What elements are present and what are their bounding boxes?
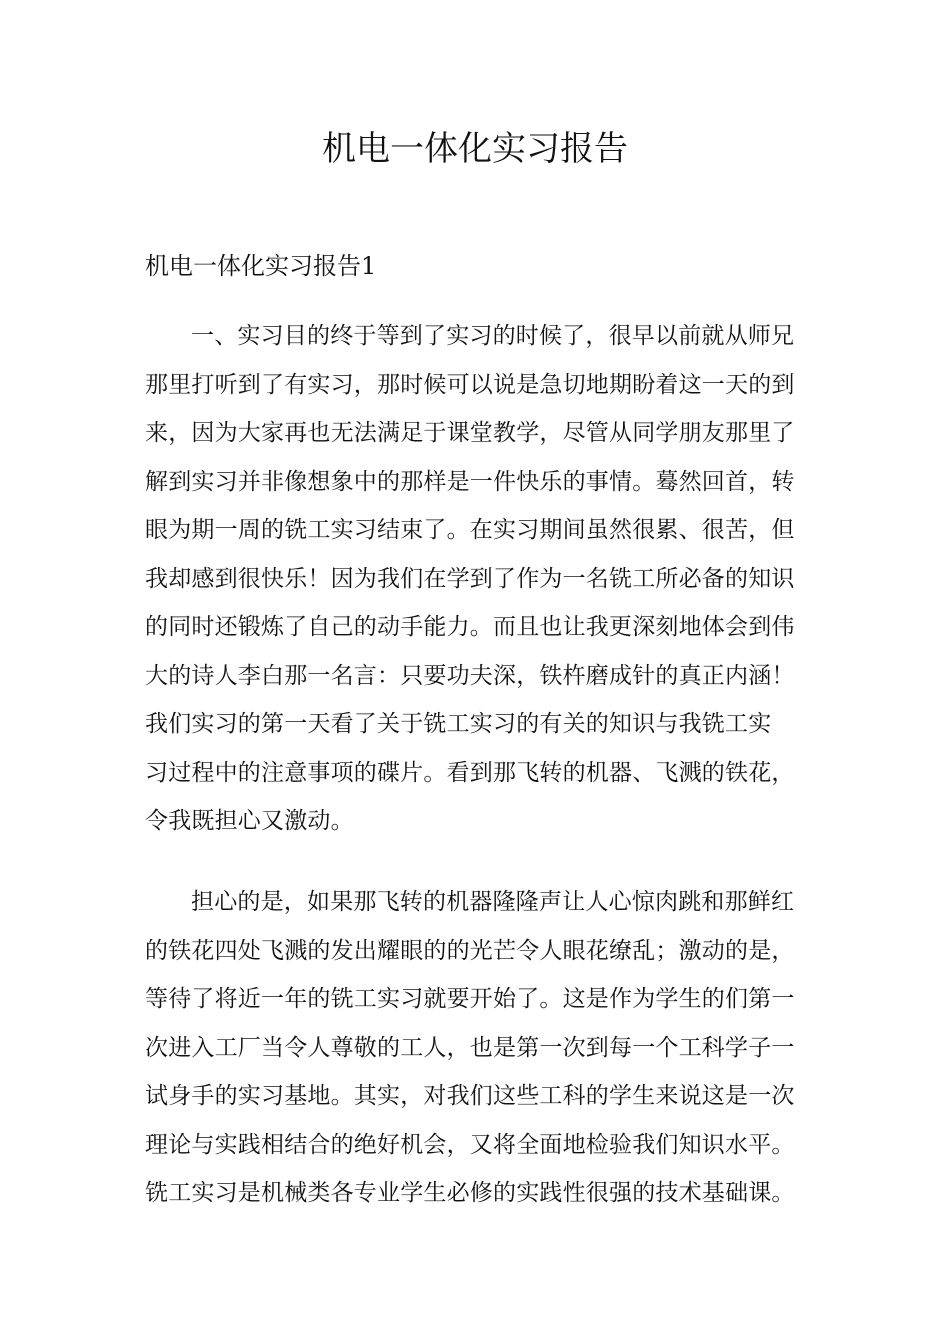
paragraph-line: 理论与实践相结合的绝好机会，又将全面地检验我们知识水平。 — [145, 1131, 795, 1158]
paragraph-line: 眼为期一周的铣工实习结束了。在实习期间虽然很累、很苦，但 — [145, 517, 795, 543]
paragraph-line: 铣工实习是机械类各专业学生必修的实践性很强的技术基础课。 — [145, 1180, 795, 1206]
paragraph-line: 一、实习目的终于等到了实习的时候了，很早以前就从师兄 — [191, 323, 795, 349]
paragraph-line: 大的诗人李白那一名言：只要功夫深，铁杵磨成针的真正内涵！ — [145, 662, 795, 689]
paragraph-line: 令我既担心又激动。 — [145, 808, 354, 834]
paragraph-line: 来，因为大家再也无法满足于课堂教学，尽管从同学朋友那里了 — [145, 420, 795, 446]
paragraph-line: 习过程中的注意事项的碟片。看到那飞转的机器、飞溅的铁花， — [145, 759, 795, 786]
paragraph-line: 我却感到很快乐！因为我们在学到了作为一名铣工所必备的知识 — [145, 565, 795, 592]
paragraph-2 — [145, 878, 795, 1218]
paragraph-line: 解到实习并非像想象中的那样是一件快乐的事情。蓦然回首，转 — [145, 468, 795, 495]
paragraph-line: 的铁花四处飞溅的发出耀眼的的光芒令人眼花缭乱；激动的是， — [145, 937, 795, 964]
paragraph-line: 等待了将近一年的铣工实习就要开始了。这是作为学生的们第一 — [145, 986, 795, 1012]
paragraph-1 — [145, 312, 795, 846]
paragraph-line: 次进入工厂当令人尊敬的工人，也是第一次到每一个工科学子一 — [145, 1034, 795, 1061]
paragraph-line: 的同时还锻炼了自己的动手能力。而且也让我更深刻地体会到伟 — [145, 614, 795, 640]
paragraph-line: 试身手的实习基地。其实，对我们这些工科的学生来说这是一次 — [145, 1083, 795, 1109]
paragraph-line: 担心的是，如果那飞转的机器隆隆声让人心惊肉跳和那鲜红 — [191, 889, 795, 915]
paragraph-line: 我们实习的第一天看了关于铣工实习的有关的知识与我铣工实 — [145, 711, 772, 737]
document-title: 机电一体化实习报告 — [322, 129, 628, 169]
section-heading: 机电一体化实习报告1 — [145, 252, 377, 280]
paragraph-line: 那里打听到了有实习，那时候可以说是急切地期盼着这一天的到 — [145, 371, 795, 398]
